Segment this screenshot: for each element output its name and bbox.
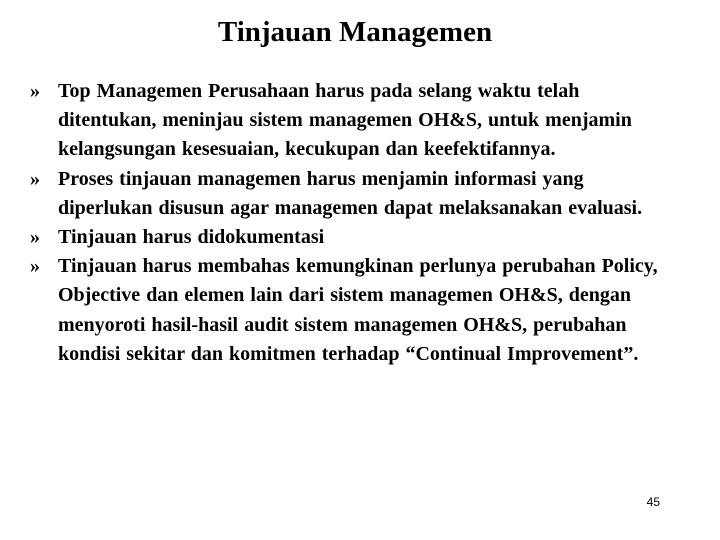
slide-title: Tinjauan Managemen xyxy=(217,16,493,48)
bullet-text: Top Managemen Perusahaan harus pada selang waktu telah ditentukan, meninjau sistem managemen OH&S, untuk menjamin kelangsungan kesesuaian, kecukupan dan keefektifannya. xyxy=(58,80,632,161)
bullet-item xyxy=(30,223,670,252)
bullet-list xyxy=(30,77,670,369)
bullet-item xyxy=(30,252,670,369)
page-number: 45 xyxy=(646,495,660,509)
bullet-marker-icon: » xyxy=(30,167,40,190)
bullet-marker-icon: » xyxy=(30,226,40,249)
bullet-marker-icon: » xyxy=(30,255,40,278)
bullet-marker-icon: » xyxy=(30,80,40,102)
bullet-text: Proses tinjauan managemen harus menjamin informasi yang diperlukan disusun agar managemen dapat melaksanakan evaluasi. xyxy=(58,167,643,219)
bullet-text: Tinjauan harus membahas kemungkinan perlunya perubahan Policy, Objective dan elemen lain dari sistem managemen OH&S, dengan menyoroti hasil-hasil audit sistem managemen OH&S, perubahan kondisi sekitar dan komitmen terhadap “Continual Improvement”. xyxy=(58,255,658,365)
bullet-item xyxy=(30,165,670,223)
bullet-text: Tinjauan harus didokumentasi xyxy=(58,226,325,249)
bullet-item xyxy=(30,77,670,165)
